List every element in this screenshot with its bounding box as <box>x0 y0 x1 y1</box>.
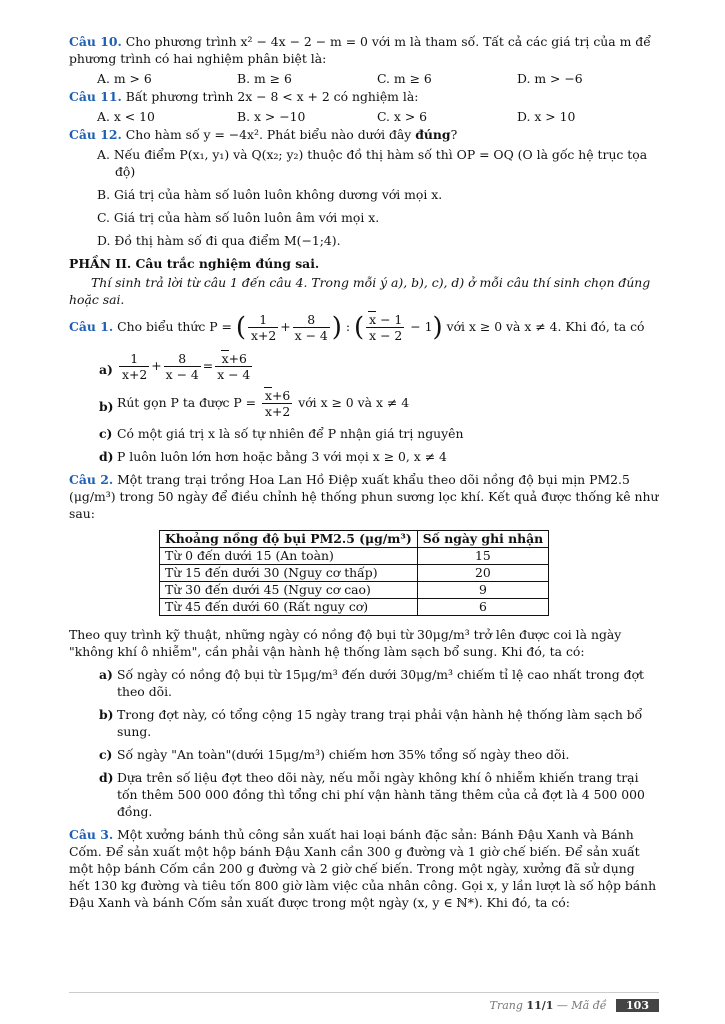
exam-code-badge: 103 <box>616 999 659 1012</box>
statement-text: P luôn luôn lớn hơn hoặc bằng 3 với mọi x ≥ 0, x ≠ 4 <box>117 449 447 464</box>
question-11 <box>69 88 659 105</box>
table-cell: Từ 30 đến dưới 45 (Nguy cơ cao) <box>160 582 418 599</box>
table-row <box>160 548 549 565</box>
option-a[interactable]: A. Nếu điểm P(x₁, y₁) và Q(x₂; y₂) thuộc đồ thị hàm số thì OP = OQ (O là gốc hệ trục tọa độ) <box>97 147 648 179</box>
statement-label: b) <box>99 707 114 722</box>
statement-label: b) <box>99 399 114 414</box>
statement-text: Có một giá trị x là số tự nhiên để P nhận giá trị nguyên <box>117 426 464 441</box>
table-cell: Từ 0 đến dưới 15 (An toàn) <box>160 548 418 565</box>
question-continuation: Theo quy trình kỹ thuật, những ngày có nồng độ bụi từ 30μg/m³ trở lên được coi là ngày "không khí ô nhiễm", cần phải vận hành hệ thống làm sạch bổ sung. Khi đó, ta có: <box>69 627 622 659</box>
statement-c[interactable] <box>69 746 659 763</box>
formula-fraction: $\frac{1}{x+2}$ <box>248 312 278 343</box>
statement-a[interactable] <box>69 666 659 700</box>
section-instruction: Thí sinh trả lời từ câu 1 đến câu 4. Trong mỗi ý a), b), c), d) ở mỗi câu thí sinh chọn đúng hoặc sai. <box>69 275 651 307</box>
option-b[interactable]: B. x > −10 <box>237 109 306 124</box>
option-c[interactable]: C. m ≥ 6 <box>377 71 432 86</box>
statement-b[interactable] <box>69 388 659 419</box>
code-label: — Mã đề <box>556 999 607 1012</box>
page-indicator <box>490 997 659 1014</box>
table-cell: Từ 45 đến dưới 60 (Rất nguy cơ) <box>160 599 418 616</box>
question-text: Một trang trại trồng Hoa Lan Hồ Điệp xuất khẩu theo dõi nồng độ bụi mịn PM2.5 (μg/m³) trong 50 ngày để điều chỉnh hệ thống phun sương lọc khí. Kết quả được thống kê như sau: <box>69 472 659 521</box>
table-cell: 20 <box>417 565 549 582</box>
option-c[interactable]: C. Giá trị của hàm số luôn luôn âm với mọi x. <box>97 210 380 225</box>
question-text: Cho phương trình x² − 4x − 2 − m = 0 với m là tham số. Tất cả các giá trị của m để phương trình có hai nghiệm phân biệt là: <box>69 34 651 66</box>
question-label: Câu 12. <box>69 127 122 142</box>
question-10-options <box>69 70 659 87</box>
table-cell: Từ 15 đến dưới 30 (Nguy cơ thấp) <box>160 565 418 582</box>
question-label: Câu 2. <box>69 472 114 487</box>
statement-label: d) <box>99 770 114 785</box>
question-10 <box>69 33 659 67</box>
tf-question-3 <box>69 826 659 911</box>
question-12-options <box>69 146 659 249</box>
tf-question-2 <box>69 471 659 522</box>
statement-label: c) <box>99 747 113 762</box>
page-footer <box>69 992 659 1012</box>
pm25-table <box>159 530 549 616</box>
question-12 <box>69 126 659 143</box>
option-d[interactable]: D. Đồ thị hàm số đi qua điểm M(−1;4). <box>97 233 341 248</box>
statement-b-text: Rút gọn P ta được P = <box>117 395 257 410</box>
statement-label: a) <box>99 667 113 682</box>
question-label: Câu 11. <box>69 89 122 104</box>
option-c[interactable]: C. x > 6 <box>377 109 428 124</box>
option-a[interactable]: A. x < 10 <box>97 109 155 124</box>
table-row <box>160 599 549 616</box>
statement-c[interactable] <box>69 425 659 442</box>
question-label: Câu 10. <box>69 34 122 49</box>
question-text: Một xưởng bánh thủ công sản xuất hai loại bánh đặc sản: Bánh Đậu Xanh và Bánh Cốm. Để sản xuất một hộp bánh Đậu Xanh cần 300 g đường và 1 giờ chế biến. Để sản xuất một hộp bánh Cốm cần 200 g đường và 2 giờ chế biến. Trong một ngày, xưởng đã sử dụng hết 130 kg đường và tiêu tốn 800 giờ làm việc của nhân công. Gọi x, y lần lượt là số hộp bánh Đậu Xanh và bánh Cốm sản xuất được trong một ngày (x, y ∈ ℕ*). Khi đó, ta có: <box>69 827 657 910</box>
paren-close: ) <box>331 312 342 343</box>
question-text: Bất phương trình 2x − 8 < x + 2 có nghiệm là: <box>125 89 419 104</box>
table-cell: 9 <box>417 582 549 599</box>
option-d[interactable]: D. m > −6 <box>517 71 583 86</box>
table-row <box>160 565 549 582</box>
question-end: ? <box>450 127 458 142</box>
statement-text: Rút gọn P ta được P = $\frac{x+6}{x+2}$ với x ≥ 0 và x ≠ 4 <box>117 388 410 419</box>
statement-d[interactable] <box>69 769 659 820</box>
statement-text: Trong đợt này, có tổng cộng 15 ngày trang trại phải vận hành hệ thống làm sạch bổ sung. <box>117 707 643 739</box>
table-header-row <box>160 531 549 548</box>
page-label: Trang <box>489 999 523 1012</box>
table-header: Số ngày ghi nhận <box>417 531 549 548</box>
tf-question-1: Câu 1. Cho biểu thức P = ( $\frac{1}{x+2}$ + $\frac{8}{x - 4}$ ) : ( $\frac{x - 1}{x - 2}$ − 1) với x ≥ 0 và x ≠ 4. Khi đó, ta có <box>69 312 645 343</box>
statement-label: c) <box>99 426 113 441</box>
question-11-options <box>69 108 659 125</box>
page-number: 11/1 <box>526 999 554 1012</box>
statement-b[interactable] <box>69 706 659 740</box>
paren-open: ( <box>235 312 246 343</box>
question-condition: với x ≥ 0 và x ≠ 4. Khi đó, ta có <box>446 319 645 334</box>
option-a[interactable]: A. m > 6 <box>97 71 152 86</box>
question-text: Cho hàm số y = −4x². Phát biểu nào dưới đây <box>125 127 416 142</box>
option-b[interactable]: B. Giá trị của hàm số luôn luôn không dương với mọi x. <box>97 187 443 202</box>
statement-text: Số ngày "An toàn"(dưới 15μg/m³) chiếm hơn 35% tổng số ngày theo dõi. <box>117 747 570 762</box>
table-cell: 15 <box>417 548 549 565</box>
statement-d[interactable] <box>69 448 659 465</box>
section-title: PHẦN II. Câu trắc nghiệm đúng sai. <box>69 256 320 271</box>
statement-text: Số ngày có nồng độ bụi từ 15μg/m³ đến dưới 30μg/m³ chiếm tỉ lệ cao nhất trong đợt theo dõi. <box>117 667 645 699</box>
statement-label: d) <box>99 449 114 464</box>
formula-fraction: $\frac{8}{x - 4}$ <box>294 312 328 343</box>
question-label: Câu 3. <box>69 827 114 842</box>
question-label: Câu 1. <box>69 319 114 334</box>
statement-text: Dựa trên số liệu đợt theo dõi này, nếu mỗi ngày không khí ô nhiễm khiến trang trại tốn thêm 500 000 đồng thì tổng chi phí vận hành tăng thêm của cả đợt là 4 500 000 đồng. <box>117 770 645 819</box>
statement-b-cond: với x ≥ 0 và x ≠ 4 <box>298 395 410 410</box>
option-d[interactable]: D. x > 10 <box>517 109 576 124</box>
question-text: Cho biểu thức P = <box>117 319 232 334</box>
emphasis-word: đúng <box>415 127 451 142</box>
table-cell: 6 <box>417 599 549 616</box>
statement-a[interactable] <box>69 351 659 382</box>
exam-page <box>69 33 659 911</box>
table-header: Khoảng nồng độ bụi PM2.5 (μg/m³) <box>160 531 418 548</box>
formula-fraction: $\frac{x - 1}{x - 2}$ <box>366 312 404 343</box>
statement-formula: $\frac{1}{x+2}$ + $\frac{8}{x - 4}$ = $\frac{x+6}{x - 4}$ <box>99 351 659 382</box>
table-row <box>160 582 549 599</box>
option-b[interactable]: B. m ≥ 6 <box>237 71 292 86</box>
statement-label: a) <box>99 362 113 377</box>
